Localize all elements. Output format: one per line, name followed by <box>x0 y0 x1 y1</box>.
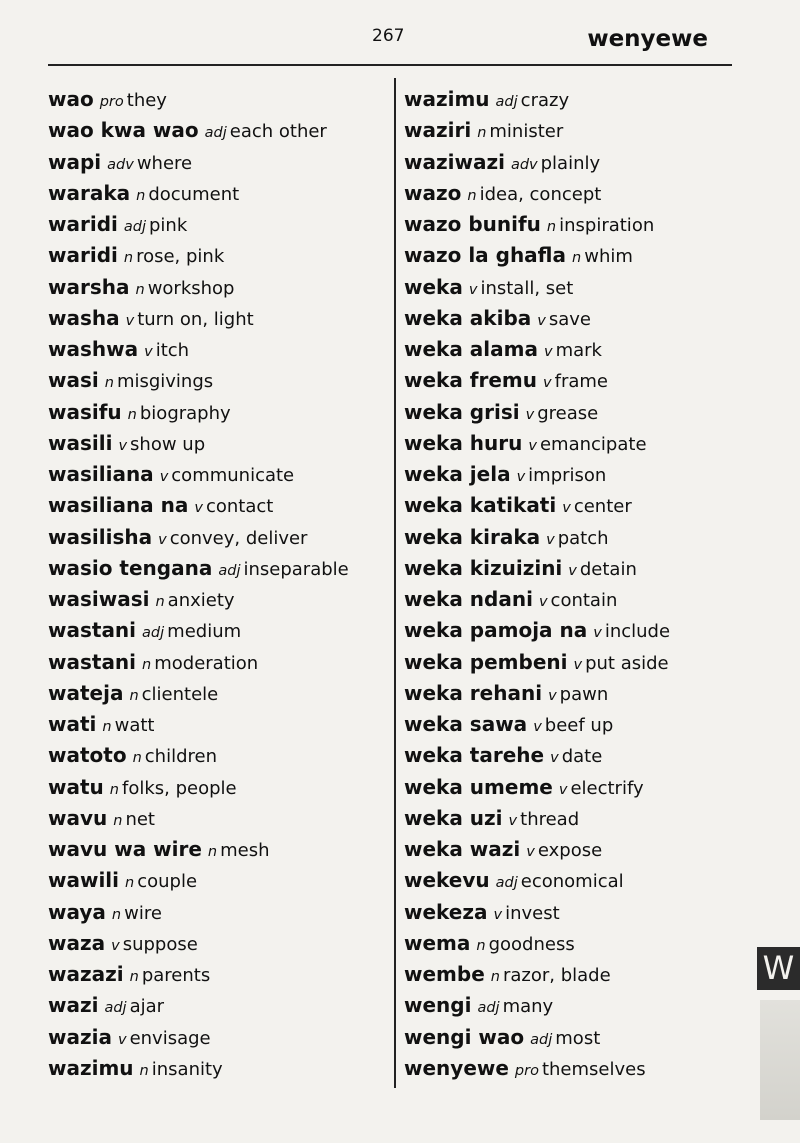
dictionary-entry <box>48 740 388 771</box>
entry-headword: waya <box>48 899 106 924</box>
entry-headword: weka akiba <box>404 305 532 330</box>
entry-definition: center <box>573 496 632 518</box>
entry-part-of-speech: v <box>144 344 153 360</box>
thumb-index-edge <box>760 1000 800 1120</box>
entry-definition: frame <box>554 371 608 393</box>
entry-headword: wastani <box>48 618 137 643</box>
entry-headword: wembe <box>404 962 485 986</box>
entry-part-of-speech: v <box>528 437 537 454</box>
entry-part-of-speech: v <box>493 906 503 923</box>
entry-part-of-speech: v <box>111 937 120 954</box>
dictionary-entry <box>48 115 388 146</box>
dictionary-entry <box>48 365 388 396</box>
thumb-index-tab <box>757 947 800 990</box>
entry-part-of-speech: v <box>533 719 542 735</box>
entry-definition: inseparable <box>243 558 349 580</box>
dictionary-entry <box>48 897 388 928</box>
dictionary-entry <box>404 490 744 521</box>
dictionary-entry <box>48 553 388 584</box>
entry-part-of-speech: n <box>135 281 145 298</box>
entry-headword: weka wazi <box>404 837 521 861</box>
entry-headword: wao <box>48 87 94 111</box>
entry-definition: emancipate <box>539 433 647 455</box>
entry-part-of-speech: v <box>159 469 169 485</box>
entry-part-of-speech: v <box>125 312 135 329</box>
entry-definition: electrify <box>570 777 644 799</box>
entry-headword: weka kiraka <box>404 524 541 549</box>
entry-part-of-speech: v <box>158 531 167 548</box>
dictionary-entry <box>48 209 388 240</box>
page-number: 267 <box>372 26 405 46</box>
entry-headword: wazazi <box>48 962 124 986</box>
dictionary-entry <box>48 865 388 896</box>
dictionary-entry <box>404 615 744 646</box>
dictionary-entry <box>404 1022 744 1053</box>
entry-headword: wasi <box>48 368 99 393</box>
entry-part-of-speech: n <box>111 906 122 923</box>
entry-headword: wasiliana <box>48 462 154 486</box>
entry-definition: detain <box>579 558 637 580</box>
entry-part-of-speech: v <box>118 437 128 454</box>
entry-part-of-speech: adj <box>142 625 165 642</box>
dictionary-entry <box>48 428 388 459</box>
entry-definition: where <box>136 152 193 174</box>
entry-definition: watt <box>114 715 155 736</box>
entry-headword: wasilisha <box>48 524 153 549</box>
entry-definition: moderation <box>154 652 259 674</box>
entry-part-of-speech: n <box>467 187 477 204</box>
entry-part-of-speech: v <box>558 781 568 798</box>
entry-part-of-speech: v <box>548 687 557 704</box>
entry-headword: waziwazi <box>404 149 505 174</box>
dictionary-entry <box>404 365 744 396</box>
entry-part-of-speech: v <box>543 344 553 360</box>
entry-part-of-speech: v <box>537 312 546 329</box>
entry-headword: wema <box>404 930 471 955</box>
dictionary-entry <box>404 834 744 865</box>
entry-definition: beef up <box>544 715 614 736</box>
entry-headword: watu <box>48 774 104 799</box>
entry-headword: wasiwasi <box>48 587 150 611</box>
entry-definition: patch <box>557 527 609 549</box>
entry-part-of-speech: v <box>516 469 526 485</box>
entry-definition: idea, concept <box>479 183 602 205</box>
entry-part-of-speech: n <box>129 687 139 704</box>
entry-part-of-speech: adj <box>218 562 241 579</box>
dictionary-entry <box>404 709 744 740</box>
dictionary-entry <box>48 647 388 678</box>
entry-definition: themselves <box>541 1058 646 1080</box>
dictionary-entry <box>404 772 744 803</box>
entry-headword: waraka <box>48 180 131 205</box>
entry-definition: invest <box>505 902 560 924</box>
entry-definition: most <box>555 1027 601 1049</box>
entry-definition: each other <box>229 121 327 143</box>
column-divider <box>394 78 396 1088</box>
entry-headword: wavu <box>48 805 108 830</box>
entry-part-of-speech: v <box>468 281 478 298</box>
entry-part-of-speech: adj <box>495 94 518 110</box>
entry-part-of-speech: n <box>139 1062 149 1079</box>
entry-headword: wao kwa wao <box>48 118 199 143</box>
entry-headword: weka <box>404 274 463 299</box>
entry-headword: waza <box>48 930 106 955</box>
entry-definition: contact <box>205 496 274 518</box>
entry-headword: weka umeme <box>404 774 553 799</box>
dictionary-entry <box>404 303 744 334</box>
entry-definition: convey, deliver <box>169 527 308 549</box>
entry-definition: folks, people <box>121 777 237 799</box>
dictionary-entry <box>48 678 388 709</box>
entry-part-of-speech: n <box>207 844 218 860</box>
dictionary-entry <box>404 740 744 771</box>
dictionary-entry <box>404 178 744 209</box>
entry-headword: weka grisi <box>404 399 520 424</box>
entry-definition: pink <box>149 215 188 236</box>
entry-definition: parents <box>141 965 211 986</box>
entry-definition: minister <box>489 121 564 143</box>
entry-definition: date <box>561 746 603 768</box>
entry-headword: wazimu <box>404 87 490 111</box>
entry-part-of-speech: adj <box>104 1000 127 1017</box>
dictionary-entry <box>404 428 744 459</box>
entry-part-of-speech: n <box>127 406 137 423</box>
entry-definition: insanity <box>151 1058 223 1080</box>
entry-part-of-speech: n <box>125 875 135 892</box>
entry-definition: misgivings <box>116 371 214 393</box>
entry-part-of-speech: v <box>546 531 555 548</box>
dictionary-entry <box>404 928 744 959</box>
entry-part-of-speech: n <box>136 187 146 204</box>
entry-definition: goodness <box>488 933 575 955</box>
entry-headword: wazi <box>48 993 99 1018</box>
entry-definition: ajar <box>129 996 165 1018</box>
entry-part-of-speech: adv <box>107 156 134 173</box>
entry-part-of-speech: v <box>593 625 602 642</box>
entry-headword: weka pembeni <box>404 649 568 674</box>
dictionary-entry <box>48 459 388 490</box>
entry-definition: thread <box>520 808 580 830</box>
entry-headword: waridi <box>48 243 118 268</box>
entry-definition: mark <box>555 340 602 361</box>
entry-part-of-speech: adj <box>123 219 146 235</box>
entry-definition: put aside <box>585 652 669 674</box>
entry-part-of-speech: n <box>490 969 500 985</box>
entry-headword: wati <box>48 712 97 736</box>
dictionary-entry <box>48 303 388 334</box>
entry-headword: weka fremu <box>404 368 538 393</box>
entry-definition: net <box>125 808 155 830</box>
entry-definition: anxiety <box>167 590 235 611</box>
entry-part-of-speech: adj <box>204 125 227 142</box>
entry-part-of-speech: v <box>543 375 552 392</box>
entry-headword: wazia <box>48 1024 112 1049</box>
entry-part-of-speech: n <box>155 594 165 610</box>
dictionary-entry <box>48 990 388 1021</box>
entry-definition: mesh <box>220 840 270 861</box>
entry-part-of-speech: n <box>129 969 139 985</box>
entry-definition: they <box>126 90 167 111</box>
entry-headword: weka ndani <box>404 587 533 611</box>
dictionary-entry <box>404 459 744 490</box>
entry-part-of-speech: v <box>538 594 548 610</box>
right-column <box>404 84 744 1084</box>
dictionary-entry <box>48 522 388 553</box>
dictionary-entry <box>404 584 744 615</box>
entry-definition: inspiration <box>559 215 655 236</box>
entry-part-of-speech: n <box>113 812 123 829</box>
entry-part-of-speech: n <box>476 937 486 954</box>
entry-part-of-speech: v <box>550 750 559 767</box>
entry-headword: weka kizuizini <box>404 555 563 580</box>
entry-headword: wenyewe <box>404 1055 509 1080</box>
entry-headword: wasio tengana <box>48 555 213 580</box>
entry-definition: include <box>604 621 671 643</box>
entry-part-of-speech: n <box>546 219 557 235</box>
entry-definition: contain <box>550 590 618 611</box>
entry-headword: wasiliana na <box>48 493 189 518</box>
entry-definition: envisage <box>129 1027 211 1049</box>
dictionary-entry <box>404 397 744 428</box>
entry-headword: wazo <box>404 180 462 205</box>
entry-part-of-speech: pro <box>514 1062 539 1079</box>
entry-headword: weka sawa <box>404 712 528 736</box>
entry-definition: many <box>502 996 554 1018</box>
entry-definition: save <box>548 308 591 330</box>
entry-part-of-speech: n <box>572 250 582 267</box>
entry-headword: wengi wao <box>404 1024 525 1049</box>
dictionary-entry <box>404 897 744 928</box>
dictionary-entry <box>404 553 744 584</box>
entry-part-of-speech: n <box>132 750 142 767</box>
entry-headword: weka jela <box>404 462 511 486</box>
entry-part-of-speech: adv <box>510 156 538 173</box>
dictionary-entry <box>404 803 744 834</box>
dictionary-entry <box>48 834 388 865</box>
dictionary-entry <box>48 1022 388 1053</box>
entry-headword: washwa <box>48 337 139 361</box>
entry-headword: wateja <box>48 680 124 705</box>
entry-headword: wapi <box>48 149 102 174</box>
dictionary-entry <box>48 240 388 271</box>
header-rule <box>48 64 732 66</box>
entry-headword: washa <box>48 305 120 330</box>
entry-definition: couple <box>137 871 198 893</box>
entry-headword: waridi <box>48 212 118 236</box>
dictionary-entry <box>404 272 744 303</box>
entry-part-of-speech: n <box>104 375 114 392</box>
entry-part-of-speech: v <box>526 844 535 860</box>
entry-definition: suppose <box>122 933 198 955</box>
left-column <box>48 84 388 1084</box>
dictionary-entry <box>48 1053 388 1084</box>
entry-headword: wawili <box>48 868 120 893</box>
entry-definition: workshop <box>147 277 235 299</box>
entry-definition: plainly <box>540 152 601 174</box>
entry-definition: show up <box>130 433 206 455</box>
dictionary-entry <box>404 147 744 178</box>
entry-definition: razor, blade <box>502 965 611 986</box>
entry-headword: wekeza <box>404 899 488 924</box>
dictionary-entry <box>404 990 744 1021</box>
entry-definition: wire <box>124 902 162 924</box>
dictionary-entry <box>48 272 388 303</box>
entry-definition: rose, pink <box>136 246 225 268</box>
entry-part-of-speech: n <box>123 250 134 267</box>
dictionary-entry <box>48 490 388 521</box>
entry-definition: medium <box>167 621 242 643</box>
entry-headword: wazimu <box>48 1055 134 1080</box>
thumb-index-letter: W <box>762 949 795 987</box>
dictionary-entry <box>404 240 744 271</box>
entry-part-of-speech: v <box>117 1031 127 1048</box>
entry-headword: wasili <box>48 430 113 455</box>
dictionary-entry <box>48 397 388 428</box>
dictionary-entry <box>404 678 744 709</box>
entry-definition: economical <box>520 871 624 893</box>
entry-headword: wavu wa wire <box>48 837 202 861</box>
dictionary-entry <box>48 147 388 178</box>
entry-definition: grease <box>537 402 599 424</box>
entry-headword: weka tarehe <box>404 743 545 768</box>
entry-definition: document <box>148 183 240 205</box>
dictionary-entry <box>48 772 388 803</box>
entry-part-of-speech: n <box>477 125 487 142</box>
dictionary-entry <box>48 709 388 740</box>
dictionary-entry <box>48 584 388 615</box>
entry-definition: expose <box>537 840 603 861</box>
entry-definition: whim <box>584 246 633 268</box>
entry-headword: weka pamoja na <box>404 618 588 643</box>
entry-part-of-speech: v <box>508 812 518 829</box>
entry-headword: weka katikati <box>404 493 557 518</box>
entry-definition: itch <box>155 340 190 361</box>
entry-definition: communicate <box>171 465 295 486</box>
dictionary-entry <box>404 209 744 240</box>
entry-part-of-speech: v <box>525 406 535 423</box>
entry-part-of-speech: v <box>573 656 583 673</box>
entry-definition: pawn <box>559 683 609 705</box>
dictionary-entry <box>48 84 388 115</box>
entry-part-of-speech: v <box>562 500 571 517</box>
entry-part-of-speech: adj <box>477 1000 500 1017</box>
dictionary-entry <box>48 334 388 365</box>
entry-headword: weka alama <box>404 337 538 361</box>
dictionary-entry <box>48 615 388 646</box>
guide-word: wenyewe <box>587 26 708 52</box>
entry-part-of-speech: v <box>194 500 203 517</box>
dictionary-entry <box>404 115 744 146</box>
dictionary-entry <box>404 522 744 553</box>
dictionary-entry <box>48 928 388 959</box>
entry-headword: wazo la ghafla <box>404 243 567 268</box>
entry-part-of-speech: n <box>109 781 119 798</box>
dictionary-entry <box>404 334 744 365</box>
entry-headword: weka rehani <box>404 680 543 705</box>
entry-headword: weka uzi <box>404 805 503 830</box>
dictionary-entry <box>48 178 388 209</box>
dictionary-entry <box>404 865 744 896</box>
dictionary-entry <box>404 1053 744 1084</box>
entry-definition: clientele <box>141 683 219 705</box>
entry-headword: wasifu <box>48 399 122 424</box>
entry-part-of-speech: n <box>142 656 152 673</box>
entry-definition: children <box>144 746 218 768</box>
entry-definition: biography <box>139 402 231 424</box>
dictionary-entry <box>48 959 388 990</box>
entry-headword: wengi <box>404 993 472 1018</box>
entry-part-of-speech: adj <box>530 1031 553 1048</box>
dictionary-entry <box>48 803 388 834</box>
entry-definition: install, set <box>480 277 574 299</box>
entry-headword: wekevu <box>404 868 490 893</box>
entry-part-of-speech: pro <box>99 94 124 110</box>
entry-headword: wazo bunifu <box>404 212 541 236</box>
dictionary-entry <box>404 959 744 990</box>
entry-headword: waziri <box>404 118 472 143</box>
entry-headword: wastani <box>48 649 137 674</box>
page-header <box>0 0 800 70</box>
entry-headword: weka huru <box>404 430 523 455</box>
entry-part-of-speech: v <box>568 562 577 579</box>
dictionary-entry <box>404 84 744 115</box>
entry-definition: crazy <box>520 90 570 111</box>
entry-headword: warsha <box>48 274 130 299</box>
entry-definition: turn on, light <box>137 308 254 330</box>
dictionary-entry <box>404 647 744 678</box>
entry-headword: watoto <box>48 743 127 768</box>
entry-definition: imprison <box>528 465 607 486</box>
entry-part-of-speech: adj <box>495 875 518 892</box>
entry-part-of-speech: n <box>102 719 112 735</box>
